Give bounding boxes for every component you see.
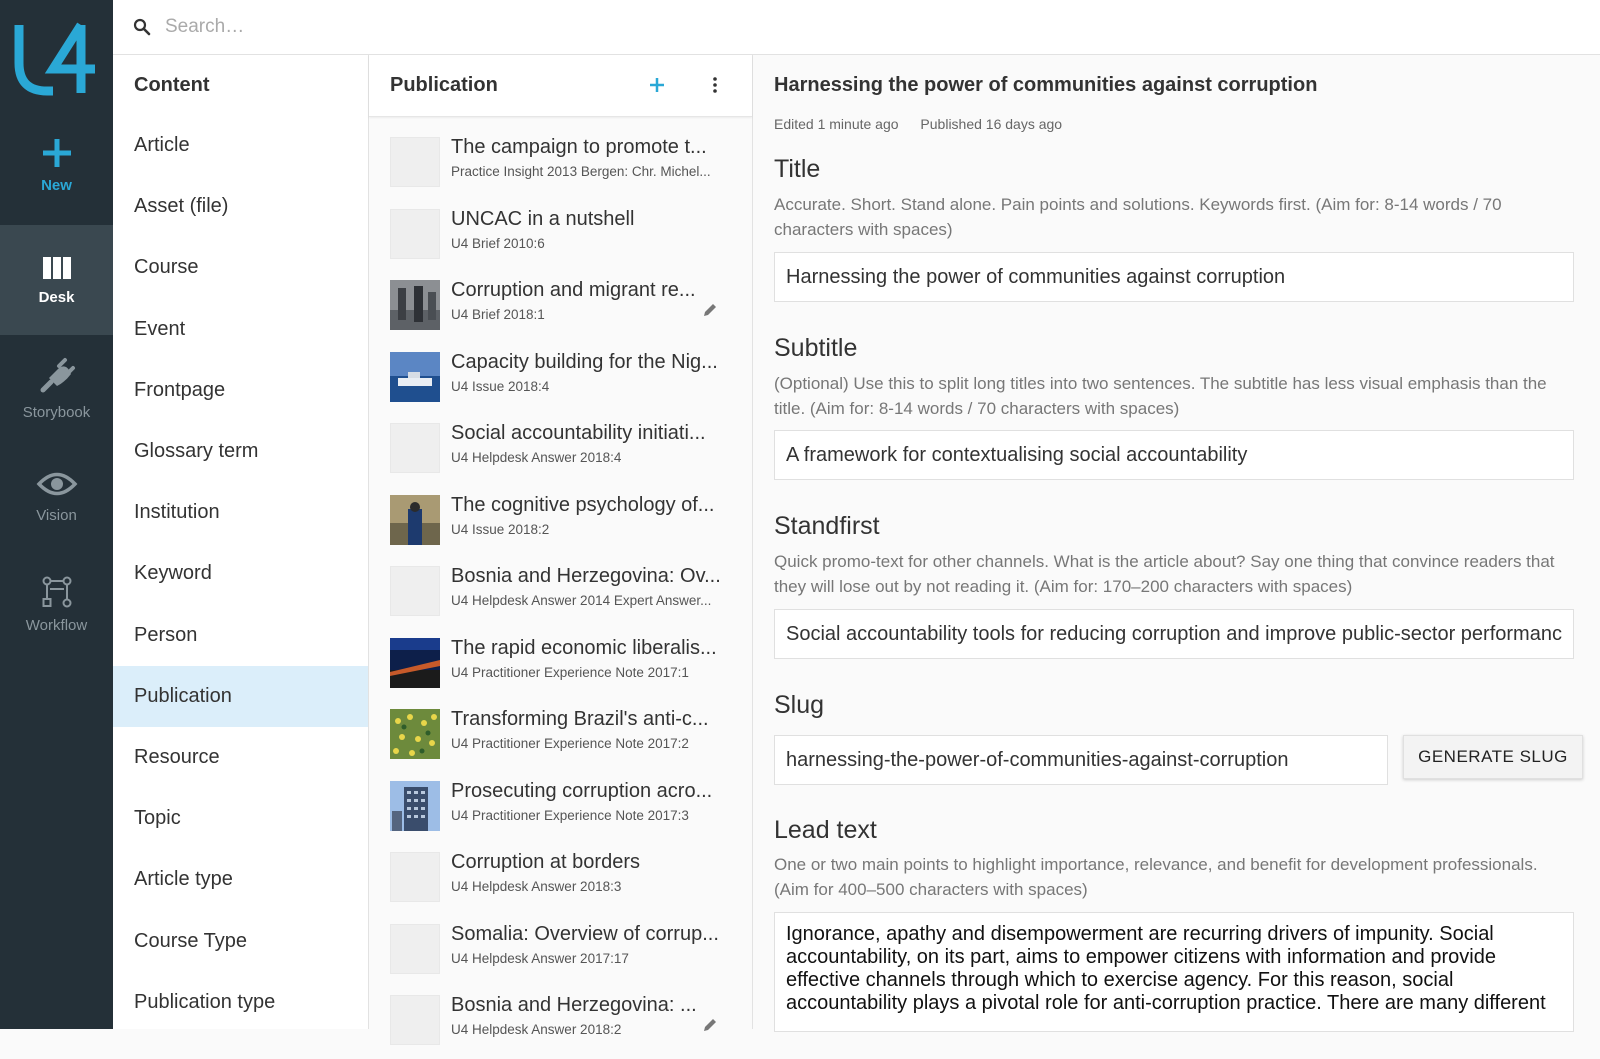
publication-title: Somalia: Overview of corrup... [451,922,719,945]
publication-thumbnail [390,995,440,1045]
publication-thumbnail [390,280,440,330]
document-meta [774,116,1080,132]
edit-pencil-icon[interactable] [702,302,718,318]
publication-list-pane [369,55,753,1037]
rail-new-label: New [41,176,72,194]
content-types-pane [113,55,369,1029]
title-help: Accurate. Short. Stand alone. Pain points and solutions. Keywords first. (Aim for: 8-14 words / 70 characters with spaces) [774,195,1502,239]
publication-title: Corruption and migrant re... [451,279,696,301]
type-item-article[interactable]: Article [134,134,190,157]
publication-title: Corruption at borders [451,851,640,873]
publication-list-item[interactable] [369,415,752,487]
rail-vision[interactable] [0,441,113,551]
publication-subtitle: U4 Brief 2018:1 [451,307,545,322]
publication-list-item[interactable] [369,844,752,916]
publication-title: Bosnia and Herzegovina: ... [451,994,697,1016]
slug-label: Slug [774,691,825,719]
document-editor [753,55,1600,1029]
publication-title: Capacity building for the Nig... [451,350,718,373]
rail-storybook-label: Storybook [22,403,91,421]
type-item-frontpage[interactable]: Frontpage [134,378,226,401]
type-item-keyword[interactable]: Keyword [134,562,212,585]
publication-subtitle: U4 Practitioner Experience Note 2017:1 [451,664,689,680]
eye-icon [37,469,77,499]
type-item-course[interactable]: Course [134,256,199,279]
publication-subtitle: U4 Practitioner Experience Note 2017:3 [451,807,689,823]
lead-text-label: Lead text [774,816,877,844]
rail-desk-label: Desk [38,288,75,306]
publication-thumbnail [390,137,440,187]
publication-thumbnail [390,924,440,974]
publication-subtitle: U4 Helpdesk Answer 2014 Expert Answer... [451,593,712,608]
publication-thumbnail [390,423,440,473]
left-rail [0,0,113,1029]
type-item-asset-file[interactable]: Asset (file) [134,195,229,218]
publication-thumbnail [390,781,440,831]
edit-pencil-icon[interactable] [702,1017,718,1033]
publication-list-item[interactable] [369,272,752,344]
publication-list-header [369,55,752,117]
publication-list-item[interactable] [369,558,752,630]
publication-thumbnail [390,495,440,545]
content-types-header: Content [134,73,210,96]
title-label: Title [774,155,821,183]
publication-list-item[interactable] [369,630,752,702]
columns-icon [42,255,72,281]
type-item-institution[interactable]: Institution [134,501,220,524]
publication-title: The rapid economic liberalis... [451,636,717,659]
type-item-person[interactable]: Person [134,623,198,646]
publication-subtitle: Practice Insight 2013 Bergen: Chr. Michel... [451,164,711,179]
slug-field[interactable] [774,735,1388,785]
publication-title: Bosnia and Herzegovina: Ov... [451,565,721,587]
type-item-event[interactable]: Event [134,317,186,340]
lead-text-field[interactable] [774,912,1574,1032]
document-title: Harnessing the power of communities against corruption [774,74,1318,96]
rail-workflow-label: Workflow [25,616,88,634]
publication-thumbnail [390,209,440,259]
publication-subtitle: U4 Helpdesk Answer 2018:4 [451,450,622,465]
search-input[interactable] [165,16,765,38]
publication-subtitle: U4 Practitioner Experience Note 2017:2 [451,736,689,751]
type-item-article-type[interactable]: Article type [134,868,233,891]
search-icon [133,18,151,36]
title-field[interactable] [774,252,1574,302]
generate-slug-button[interactable]: GENERATE SLUG [1403,735,1583,779]
type-item-publication-type[interactable]: Publication type [134,990,276,1013]
publication-title: Transforming Brazil's anti-c... [451,708,709,730]
plus-icon [41,137,73,169]
standfirst-help: Quick promo-text for other channels. What is the article about? Say one thing that convince readers that they will lose out by not reading it. (Aim for: 170–200 characters with spaces) [774,552,1555,596]
published-status: Published 16 days ago [920,116,1063,132]
rail-new[interactable] [0,110,113,220]
subtitle-help: (Optional) Use this to split long titles into two sentences. The subtitle has less visual emphasis than the title. (Aim for: 8-14 words / 70 characters with spaces) [774,374,1547,418]
publication-list-item[interactable] [369,916,752,988]
publication-subtitle: U4 Issue 2018:4 [451,378,550,394]
type-item-topic[interactable]: Topic [134,807,181,830]
publication-thumbnail [390,566,440,616]
type-item-glossary-term[interactable]: Glossary term [134,440,259,463]
rail-vision-label: Vision [36,506,77,524]
edited-status: Edited 1 minute ago [774,116,899,132]
lead-text-help: One or two main points to highlight importance, relevance, and benefit for development professionals. (Aim for 400–500 characters with spaces) [774,855,1538,899]
publication-list-item[interactable] [369,487,752,559]
publication-subtitle: U4 Helpdesk Answer 2018:2 [451,1022,622,1037]
publication-title: UNCAC in a nutshell [451,207,635,230]
standfirst-field[interactable] [774,609,1574,659]
publication-list-title: Publication [390,74,498,96]
publication-list-item[interactable] [369,344,752,416]
rail-storybook[interactable] [0,333,113,443]
publication-subtitle: U4 Helpdesk Answer 2017:17 [451,950,629,966]
rail-desk[interactable] [0,225,113,335]
plug-icon [37,356,77,396]
rail-workflow[interactable] [0,549,113,659]
publication-rows [369,117,752,1059]
publication-subtitle: U4 Issue 2018:2 [451,521,550,537]
publication-title: Prosecuting corruption acro... [451,779,713,802]
publication-list-item[interactable] [369,987,752,1059]
logo-icon [15,13,99,97]
publication-title: Social accountability initiati... [451,422,706,444]
publication-subtitle: U4 Brief 2010:6 [451,235,545,251]
publication-thumbnail [390,352,440,402]
publication-title: The campaign to promote t... [451,136,707,158]
more-options-icon[interactable] [703,73,727,97]
subtitle-label: Subtitle [774,334,858,362]
publication-title: The cognitive psychology of... [451,493,715,516]
standfirst-label: Standfirst [774,512,880,540]
publication-list-item[interactable] [369,129,752,201]
subtitle-field[interactable] [774,430,1574,480]
type-item-resource[interactable]: Resource [134,745,220,768]
u4-logo[interactable] [0,0,113,110]
search-bar [113,0,1600,55]
workflow-icon [40,575,74,609]
publication-list-item[interactable] [369,773,752,845]
add-publication-icon[interactable] [645,73,669,97]
publication-subtitle: U4 Helpdesk Answer 2018:3 [451,879,622,894]
publication-thumbnail [390,709,440,759]
publication-list-item[interactable] [369,201,752,273]
publication-thumbnail [390,852,440,902]
type-item-publication[interactable]: Publication [113,666,368,727]
publication-list-item[interactable] [369,701,752,773]
publication-thumbnail [390,638,440,688]
type-item-course-type[interactable]: Course Type [134,929,248,952]
